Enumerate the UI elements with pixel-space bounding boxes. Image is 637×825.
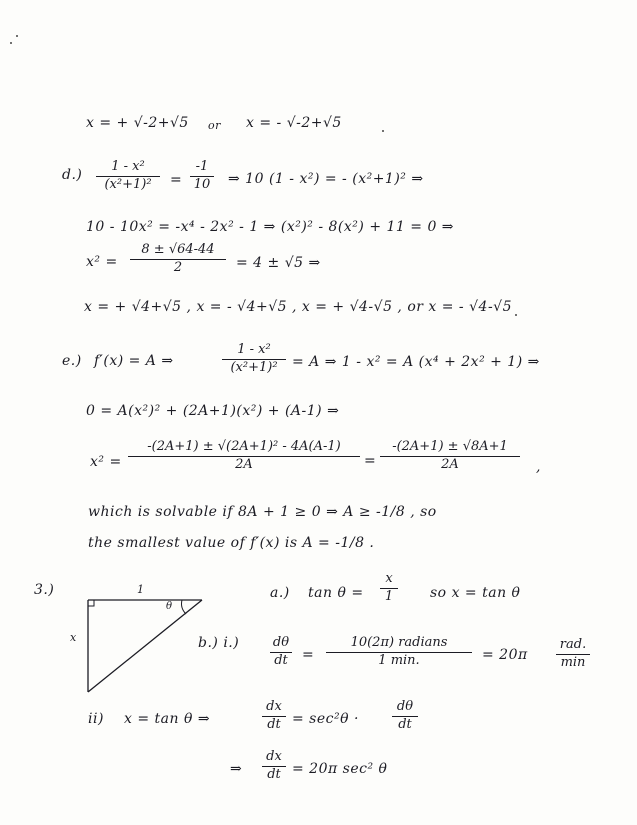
denominator: 2A [441, 456, 459, 472]
line1-or: or [208, 119, 221, 132]
numerator: 1 - x² [237, 342, 271, 357]
part-e-label: e.) [62, 353, 82, 369]
denominator: 2 [173, 259, 183, 275]
part-3b-result: = 20π [482, 647, 528, 663]
triangle-label-left: x [70, 631, 77, 644]
part-3b-unit [556, 638, 590, 671]
numerator: 8 ± √64-44 [141, 242, 215, 257]
numerator: dθ [396, 699, 414, 714]
denominator: 10 [193, 176, 211, 192]
part-3b-label: b.) i.) [198, 635, 240, 651]
part-e-line-2: 0 = A(x²)² + (2A+1)(x²) + (A-1) ⇒ [86, 403, 340, 419]
part-3a-fraction [380, 572, 398, 605]
right-angle-mark [88, 600, 94, 606]
part-3a-text-2: so x = tan θ [430, 585, 521, 601]
part-d-rest-1: ⇒ 10 (1 - x²) = - (x²+1)² ⇒ [228, 171, 424, 187]
part-e-rest-1: = A ⇒ 1 - x² = A (x⁴ + 2x² + 1) ⇒ [292, 354, 540, 370]
denominator: (x²+1)² [104, 176, 152, 192]
line1-right: x = - √-2+√5 [246, 115, 342, 131]
numerator: -1 [195, 159, 209, 174]
equals: = [170, 172, 183, 188]
part-e-start: f′(x) = A ⇒ [94, 353, 174, 369]
denominator: dt [398, 716, 412, 732]
numerator: dx [266, 749, 282, 764]
numerator: 10(2π) radians [350, 635, 448, 650]
line1-left: x = + √-2+√5 [86, 115, 189, 131]
period [382, 130, 384, 132]
numerator: rad. [559, 637, 587, 652]
triangle-label-top: 1 [137, 583, 145, 596]
paper-speck [10, 42, 12, 44]
part-e-line-4: the smallest value of f′(x) is A = -1/8 . [88, 535, 375, 551]
denominator: dt [274, 652, 288, 668]
numerator: -(2A+1) ± √(2A+1)² - 4A(A-1) [147, 439, 341, 454]
denominator: 1 min. [378, 652, 420, 668]
part-ii-text: x = tan θ ⇒ [124, 711, 211, 727]
part-e-x2-lhs: x² = [90, 454, 122, 470]
part-iii-arrow: ⇒ [230, 761, 243, 777]
denominator: (x²+1)² [230, 359, 278, 375]
part-e-fraction-3 [380, 440, 520, 473]
denominator: 2A [235, 456, 253, 472]
part-ii-mid: = sec²θ · [292, 711, 359, 727]
angle-arc [182, 600, 187, 614]
triangle-hypotenuse [88, 600, 202, 692]
part-d-fraction-1 [96, 160, 160, 193]
right-triangle-diagram [82, 592, 208, 698]
paper-speck [16, 35, 18, 37]
numerator: dθ [272, 635, 290, 650]
denominator: dt [267, 716, 281, 732]
part-3b-fraction-1 [270, 636, 292, 669]
part-d-fraction-3 [130, 243, 226, 276]
part-iii-fraction [262, 750, 286, 783]
part-d-x2-lhs: x² = [86, 254, 118, 270]
part-3a-label: a.) [270, 585, 290, 601]
part-e-fraction-2 [128, 440, 360, 473]
part-d-fraction-2 [190, 160, 214, 193]
equals: = [364, 453, 377, 469]
part-iii-text: = 20π sec² θ [292, 761, 388, 777]
part-e-fraction-1 [222, 343, 286, 376]
denominator: min [560, 654, 586, 670]
numerator: 1 - x² [111, 159, 145, 174]
part-ii-fraction-2 [392, 700, 418, 733]
problem-3-label: 3.) [34, 582, 55, 598]
part-e-line-3: which is solvable if 8A + 1 ≥ 0 ⇒ A ≥ -1/8 , so [88, 504, 437, 520]
denominator: dt [267, 766, 281, 782]
period [515, 314, 517, 316]
numerator: dx [266, 699, 282, 714]
part-d-rest-3: = 4 ± √5 ⇒ [236, 255, 321, 271]
part-3a-text-1: tan θ = [308, 585, 364, 601]
triangle-label-angle: θ [166, 601, 173, 612]
part-d-line-4: x = + √4+√5 , x = - √4+√5 , x = + √4-√5 , or x = - √4-√5 [84, 299, 512, 315]
equals: = [302, 647, 315, 663]
numerator: x [385, 571, 393, 586]
denominator: 1 [384, 588, 394, 604]
part-3b-fraction-2 [326, 636, 472, 669]
part-ii-label: ii) [88, 711, 104, 727]
numerator: -(2A+1) ± √8A+1 [392, 439, 508, 454]
part-d-line-2: 10 - 10x² = -x⁴ - 2x² - 1 ⇒ (x²)² - 8(x²) + 11 = 0 ⇒ [86, 219, 455, 235]
comma: , [536, 459, 541, 475]
part-d-label: d.) [62, 167, 83, 183]
part-ii-fraction-1 [262, 700, 286, 733]
